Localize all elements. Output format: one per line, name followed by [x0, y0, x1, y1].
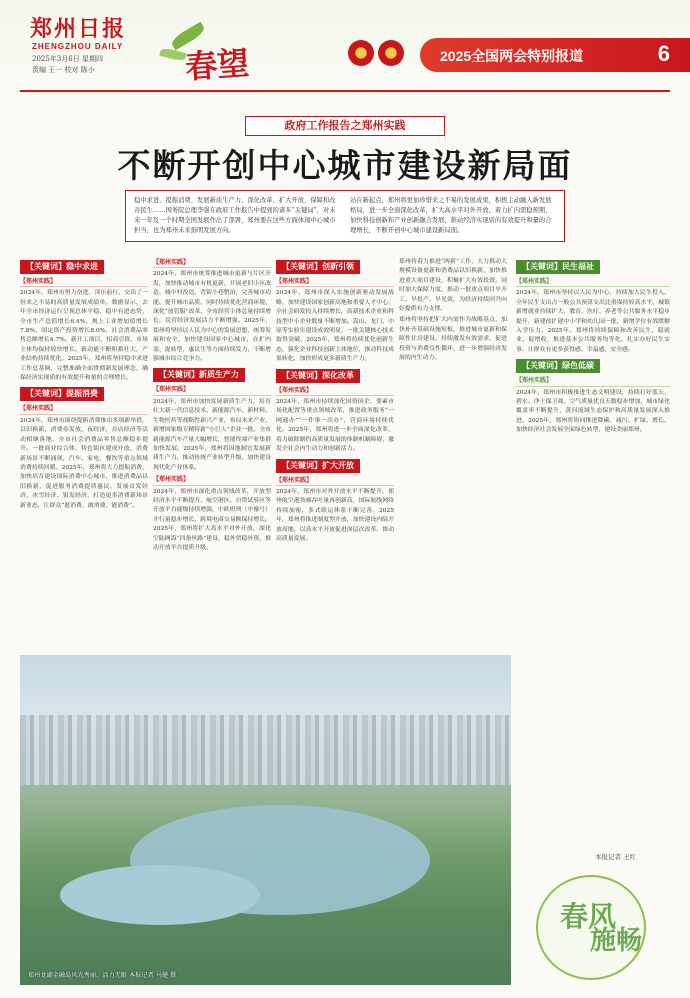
article-text: 2024年，郑州市持续深化国资国企、要素市场化配置等重点领域改革，推进政务服务“一网通办”“一件事一次办”，营商环境持续优化。2025年，郑州将进一步全面深化改革，着力破除制约高质量发展的体制机制障碍，激发全社会内生动力和创新活力。 [276, 399, 394, 453]
page-number: 6 [657, 41, 670, 66]
practice-tag: 【郑州实践】 [153, 475, 271, 485]
article-text: 2024年，郑州市积极推进生态文明建设，持续打好蓝天、碧水、净土保卫战，空气质量优良天数稳步增加，城市绿化覆盖率不断提升，黄河流域生态保护和高质量发展深入推进。2025年，郑州将协同推进降碳、减污、扩绿、增长，加快经济社会发展全面绿色转型，建设美丽郑州。 [516, 389, 670, 434]
photo-caption: 郑州龙湖金融岛风光秀丽、活力无限 本报记者 马健 摄 [28, 972, 177, 979]
intro-right: 站在新起点，郑州将更加珍惜来之不易的发展成果，积极主动融入新发展格局，进一步全面深化改革，扩大高水平对外开放，着力扩内需稳预期，加快科技创新和产业创新融合发展，推动经济实现质的有效提升和量的合理增长，不断开创中心城市建设新局面。 [350, 197, 552, 234]
divider [20, 90, 670, 92]
article-text: 2024年，郑州市对外开放水平不断提升，郑州航空港货邮吞吐量再创新高，国际航线网络持续加密，多式联运体系不断完善。2025年，郑州将推进制度型开放，加快建设内陆开放高地，以高水平开放促进深层次改革、推动高质量发展。 [276, 488, 394, 542]
page-headline: 不断开创中心城市建设新局面 [117, 146, 573, 185]
article-text: 2024年，郑州市坚持以人民为中心，持续加大民生投入，全年民生支出占一般公共预算支出比重保持较高水平。城镇新增就业持续扩大，教育、医疗、养老等公共服务水平稳步提升，新建改扩建中小学和幼儿园一批，新增学位有效缓解入学压力。2025年，郑州将持续保障和改善民生，稳就业、促增收，推进基本公共服务均等化，扎实办好民生实事，让群众有更多获得感、幸福感、安全感。 [516, 290, 670, 353]
emblem-icon [378, 40, 404, 66]
special-report-banner [420, 38, 690, 72]
section-kicker: 政府工作报告之郑州实践 [245, 116, 445, 136]
leaf-icon [159, 47, 186, 62]
practice-tag: 【郑州实践】 [20, 404, 148, 414]
article-text: 2024年，郑州市深入实施创新驱动发展战略，加快建设国家创新高地和重要人才中心，全社会研发投入持续增长，高新技术企业和科技型中小企业数量不断增加。嵩山、龙门、中原等实验室建设成效明显，一批关键核心技术取得突破。2025年，郑州将持续优化创新生态，强化企业科技创新主体地位，推动科技成果转化，加快形成更多新质生产力。 [276, 290, 394, 363]
keyword-label: 【关键词】绿色低碳 [516, 359, 600, 373]
masthead [0, 0, 690, 100]
issue-editor: 责编 王一 校对 陈小 [32, 66, 95, 74]
article-text: 2024年，郑州市围绕提振消费推出多项新举措，以旧换新、消费券发放、夜经济、首店经济等活动相继落地，全市社会消费品零售总额稳步提升。一批商业综合体、特色街区建成开放，消费新场景不断涌现，汽车、家电、餐饮等重点领域消费持续回暖。2025年，郑州将大力提振消费，加快培育建设国际消费中心城市，推进消费品以旧换新，促进服务消费提质惠民，发展首发经济、冰雪经济、银发经济，打造更多消费新场景新业态，让群众“愿消费、敢消费、能消费”。 [20, 417, 148, 509]
intro-box [125, 190, 565, 242]
article-text: 郑州将坚持把扩大内需作为战略基点，加快补齐基础设施短板，推进城市更新和保障性住房建设，持续激发有效需求，促进投资与消费良性循环，进一步增强经济发展的内生动力。 [399, 317, 507, 362]
article-text: 2024年，郑州市加快发展新质生产力，培育壮大新一代信息技术、新能源汽车、新材料、生物医药等战略性新兴产业，布局未来产业，新增国家级专精特新“小巨人”企业一批。全市新能源汽车产量大幅增长，智能终端产业集群加快发展。2025年，郑州将因地制宜发展新质生产力，推动传统产业转型升级，加快建设现代化产业体系。 [153, 398, 271, 471]
keyword-label: 【关键词】民生福祉 [516, 260, 600, 274]
column-2 [153, 258, 271, 648]
issue-meta [32, 54, 162, 76]
practice-tag: 【郑州实践】 [276, 277, 394, 287]
practice-tag: 【郑州实践】 [516, 376, 670, 386]
city-skyline [20, 715, 511, 785]
practice-tag: 【郑州实践】 [153, 258, 271, 268]
keyword-label: 【关键词】扩大开放 [276, 459, 360, 473]
column-5 [516, 258, 670, 848]
keyword-label: 【关键词】创新引领 [276, 260, 360, 274]
keyword-label: 【关键词】深化改革 [276, 369, 360, 383]
byline: 本报记者 王红 [595, 853, 637, 861]
issue-date: 2025年3月6日 星期四 [32, 55, 103, 63]
practice-tag: 【郑州实践】 [153, 385, 271, 395]
intro-left: 稳中求进、提振消费、发展新质生产力、深化改革、扩大开放、保障和改善民生……国务院总理李强在政府工作报告中提到的诸多“关键词”，对未来一年及一个时期全国发展作出了部署，郑州要在这些方面体现中心城市担当，也为郑州未来指明发展方向。 [134, 197, 336, 234]
emblem-icon [348, 40, 374, 66]
practice-tag: 【郑州实践】 [276, 386, 394, 396]
newspaper-logo: 郑州日报 [30, 16, 127, 42]
special-report-title: 2025全国两会特别报道 [440, 48, 584, 64]
spring-title: 春望 [183, 43, 251, 87]
badge-line-1: 春风 [560, 900, 617, 933]
column-3 [276, 258, 394, 648]
practice-tag: 【郑州实践】 [20, 277, 148, 287]
city-photo [20, 655, 511, 985]
practice-tag: 【郑州实践】 [516, 277, 670, 287]
article-text: 2024年，郑州市努力奋进、顶压前行，交出了一份来之不易的高质量发展成绩单。数据显示，去年全市经济运行呈现总体平稳、稳中有进态势，全市生产总值增长6.4%，规上工业增加值增长7.8%，固定资产投资增长8.0%，社会消费品零售总额增长4.7%。新开工项目、招商引资、市场主体均保持较快增长，新动能不断积蓄壮大，产业结构持续优化。2025年，郑州将坚持稳中求进工作总基调，完整准确全面贯彻新发展理念，确保经济实现质的有效提升和量的合理增长。 [20, 290, 148, 382]
lake-shape [60, 865, 260, 925]
newspaper-logo-en: ZHENGZHOU DAILY [32, 42, 124, 51]
column-4 [399, 258, 507, 648]
keyword-label: 【关键词】提振消费 [20, 387, 104, 401]
keyword-label: 【关键词】新质生产力 [153, 368, 245, 382]
badge-line-2: 施畅 [590, 926, 643, 956]
article-text: 郑州将着力推进“两新”工作，大力推动大规模设备更新和消费品以旧换新，加快推进重大项目建设，积极扩大有效投资。同时加大保障力度，推动一批重点项目早开工、早投产、早见效，为经济持续回升向好提供有力支撑。 [399, 259, 507, 313]
practice-tag: 【郑州实践】 [276, 476, 394, 486]
article-text: 2024年，郑州市统筹推进城市更新与片区开发，加快推动城市有机更新，开展老旧小区改造、城中村改造、背街小巷整治，完善城市功能、提升城市品质。同时持续优化营商环境，深化“放管服”改革，全市经营主体总量持续增长，民营经济发展活力不断增强。2025年，郑州将坚持以人民为中心的发展思想，统筹发展和安全，加快建设国家中心城市，在扩内需、促转型、惠民生等方面持续发力，不断增强城市综合竞争力。 [153, 271, 271, 363]
column-1 [20, 258, 148, 648]
keyword-label: 【关键词】稳中求进 [20, 260, 104, 274]
article-text: 2024年，郑州市深化重点领域改革，开放型经济水平不断提升，航空港区、自贸试验区等开放平台能级持续增强，中欧班列（中豫号）开行量稳步增长，跨境电商交易额保持增长。2025年，郑州将扩大高水平对外开放，深化空陆网海“四条丝路”建设，稳外贸稳外资，推动开放平台提质升级。 [153, 488, 271, 551]
